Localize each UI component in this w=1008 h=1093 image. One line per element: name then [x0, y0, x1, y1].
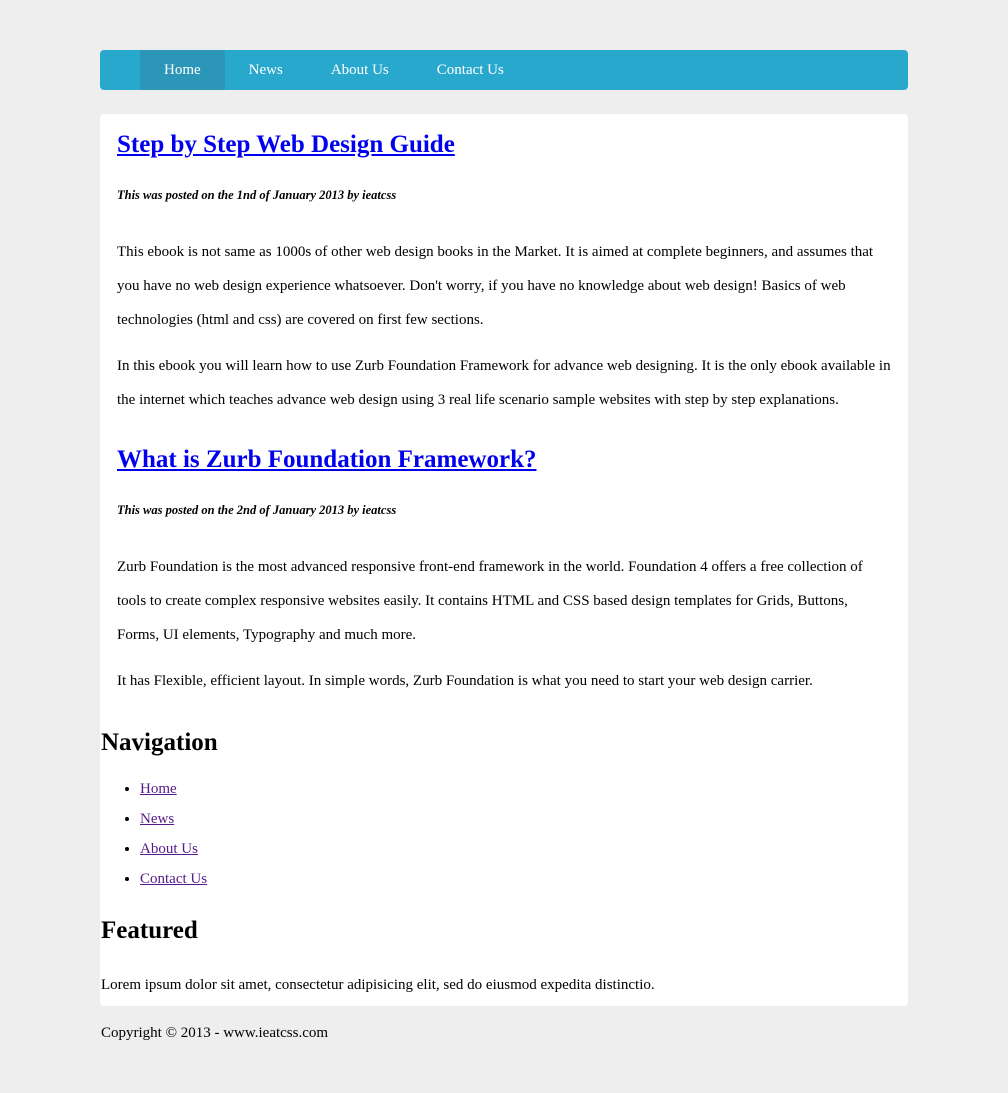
content-card	[100, 114, 908, 1006]
list-item	[140, 834, 908, 864]
spacer	[117, 337, 892, 349]
list-item	[140, 864, 908, 894]
featured-section	[100, 916, 908, 1006]
navigation-section	[100, 728, 908, 894]
nav-item-contact-us[interactable]: Contact Us	[436, 61, 504, 78]
article-2-paragraph-1: Zurb Foundation is the most advanced responsive front-end framework in the world. Foundation 4 offers a free collection of tools to create complex responsive websites easily. It contains HTML and CSS based design templates for Grids, Buttons, Forms, UI elements, Typography and much more.	[117, 559, 863, 643]
footer-copyright: Copyright © 2013 - www.ieatcss.com	[101, 1025, 329, 1041]
nav-link-contact-us[interactable]: Contact Us	[140, 871, 208, 887]
spacer	[117, 160, 892, 188]
nav-item-home[interactable]: Home	[140, 50, 225, 90]
nav-item-about-us[interactable]: About Us	[330, 61, 389, 78]
nav-link-home[interactable]: Home	[140, 781, 177, 797]
article-1-title	[117, 130, 892, 160]
spacer	[117, 518, 892, 550]
spacer	[100, 996, 908, 1006]
spacer	[100, 946, 908, 975]
featured-section-heading: Featured	[101, 917, 198, 944]
footer	[101, 1024, 328, 1042]
list-item	[140, 804, 908, 834]
spacer	[117, 203, 892, 235]
nav-link-news[interactable]: News	[140, 811, 175, 827]
nav-item-news[interactable]: News	[248, 61, 283, 78]
navigation-section-heading: Navigation	[101, 729, 218, 756]
top-navigation-bar	[100, 50, 908, 90]
article-step-by-step-web-design-guide	[100, 130, 908, 417]
article-2-meta: This was posted on the 2nd of January 2013 by ieatcss	[117, 503, 397, 517]
nav-link-about-us[interactable]: About Us	[140, 841, 198, 857]
navigation-link-list	[100, 774, 908, 894]
spacer	[100, 894, 908, 916]
article-2-title	[117, 445, 892, 475]
article-1-meta: This was posted on the 1nd of January 2013 by ieatcss	[117, 188, 397, 202]
article-1-paragraph-2: In this ebook you will learn how to use Zurb Foundation Framework for advance web designing. It is the only ebook available in the internet which teaches advance web design using 3 real life scenario sample websites with step by step explanations.	[117, 358, 891, 408]
spacer	[117, 475, 892, 503]
spacer	[100, 698, 908, 728]
featured-section-text: Lorem ipsum dolor sit amet, consectetur adipisicing elit, sed do eiusmod expedita distinctio.	[101, 977, 655, 993]
list-item	[140, 774, 908, 804]
article-1-title-link[interactable]: Step by Step Web Design Guide	[117, 131, 455, 158]
article-2-title-link[interactable]: What is Zurb Foundation Framework?	[117, 446, 537, 473]
article-what-is-zurb-foundation-framework	[100, 445, 908, 698]
spacer	[100, 417, 908, 445]
article-2-paragraph-2: It has Flexible, efficient layout. In simple words, Zurb Foundation is what you need to start your web design carrier.	[117, 673, 813, 689]
article-1-paragraph-1: This ebook is not same as 1000s of other web design books in the Market. It is aimed at complete beginners, and assumes that you have no web design experience whatsoever. Don't worry, if you have no knowledge about web design! Basics of web technologies (html and css) are covered on first few sections.	[117, 244, 874, 328]
spacer	[117, 652, 892, 664]
